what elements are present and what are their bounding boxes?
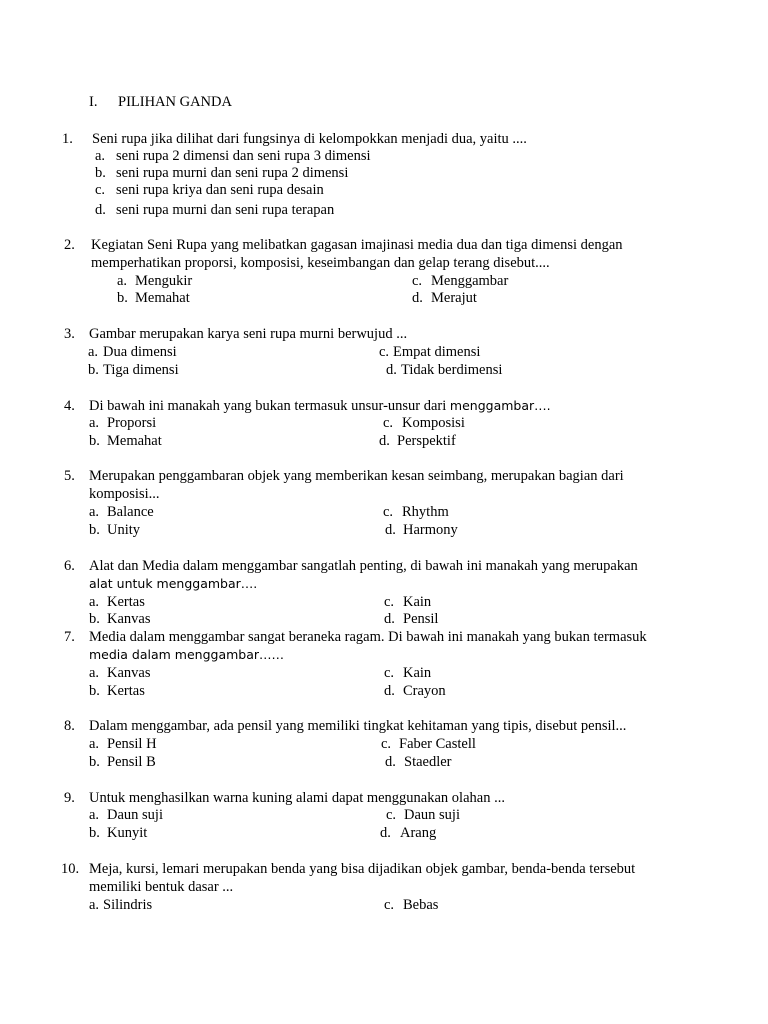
option-letter: a. xyxy=(89,594,100,610)
option-text: Kanvas xyxy=(107,665,151,681)
option-text: Kain xyxy=(403,665,432,681)
option-text: Daun suji xyxy=(107,807,163,823)
option-text: Memahat xyxy=(135,290,190,306)
question-number: 3. xyxy=(64,326,75,342)
question-text: komposisi... xyxy=(89,486,160,502)
option-text: Staedler xyxy=(404,754,452,770)
question-number: 2. xyxy=(64,237,75,253)
question-text: Untuk menghasilkan warna kuning alami dapat menggunakan olahan ... xyxy=(89,790,505,806)
option-text: Perspektif xyxy=(397,433,456,449)
option-letter: d. xyxy=(386,362,397,378)
question-text: Kegiatan Seni Rupa yang melibatkan gagasan imajinasi media dua dan tiga dimensi dengan xyxy=(91,237,623,253)
option-letter: d. xyxy=(385,754,396,770)
option-letter: b. xyxy=(89,825,100,841)
option-text: Bebas xyxy=(403,897,439,913)
option-letter: a. xyxy=(89,807,100,823)
option-text: Faber Castell xyxy=(399,736,476,752)
question-text-tail: menggambar…. xyxy=(449,398,551,413)
option-letter: d. xyxy=(384,683,395,699)
option-letter: b. xyxy=(89,522,100,538)
question-text: memperhatikan proporsi, komposisi, keseimbangan dan gelap terang disebut.... xyxy=(91,255,550,271)
option-letter: c. xyxy=(384,594,395,610)
option-text: Tiga dimensi xyxy=(103,362,179,378)
option-letter: d. xyxy=(380,825,391,841)
option-letter: b. xyxy=(89,754,100,770)
option-letter: d. xyxy=(384,611,395,627)
option-text: Rhythm xyxy=(402,504,449,520)
section-title: PILIHAN GANDA xyxy=(118,94,232,110)
option-letter: c. xyxy=(384,897,395,913)
option-letter: a. xyxy=(89,736,100,752)
question-text-tail: alat untuk menggambar…. xyxy=(89,576,258,591)
option-text: Proporsi xyxy=(107,415,157,431)
option-text: Empat dimensi xyxy=(393,344,481,360)
question-text-tail: media dalam menggambar…… xyxy=(89,647,285,662)
question-text: Gambar merupakan karya seni rupa murni berwujud ... xyxy=(89,326,408,342)
option-text: Daun suji xyxy=(404,807,460,823)
option-letter: b. xyxy=(89,611,100,627)
option-letter: d. xyxy=(95,202,106,218)
question-text: Di bawah ini manakah yang bukan termasuk unsur-unsur dari menggambar…. xyxy=(89,398,551,414)
option-text: Kunyit xyxy=(107,825,148,841)
option-text: Kanvas xyxy=(107,611,151,627)
option-text: Kertas xyxy=(107,683,145,699)
option-letter: c. xyxy=(386,807,397,823)
question-text: Dalam menggambar, ada pensil yang memiliki tingkat kehitaman yang tipis, disebut pensil... xyxy=(89,718,627,734)
option-text: seni rupa murni dan seni rupa 2 dimensi xyxy=(116,165,349,181)
option-text: Pensil B xyxy=(107,754,156,770)
option-text: Mengukir xyxy=(135,273,193,289)
option-text: Silindris xyxy=(103,897,153,913)
option-text: Crayon xyxy=(403,683,446,699)
question-number: 5. xyxy=(64,468,75,484)
option-letter: a. xyxy=(89,897,100,913)
question-text: Meja, kursi, lemari merupakan benda yang bisa dijadikan objek gambar, benda-benda tersebut xyxy=(89,861,636,877)
option-letter: d. xyxy=(385,522,396,538)
option-text: Merajut xyxy=(431,290,477,306)
option-text: Arang xyxy=(400,825,437,841)
option-letter: a. xyxy=(89,415,100,431)
option-text: Balance xyxy=(107,504,154,520)
option-letter: c. xyxy=(381,736,392,752)
question-number: 6. xyxy=(64,558,75,574)
option-text: seni rupa murni dan seni rupa terapan xyxy=(116,202,335,218)
option-text: Kain xyxy=(403,594,432,610)
option-letter: b. xyxy=(117,290,128,306)
question-text: Seni rupa jika dilihat dari fungsinya di kelompokkan menjadi dua, yaitu .... xyxy=(92,131,527,147)
option-letter: a. xyxy=(95,148,106,164)
option-text: Menggambar xyxy=(431,273,509,289)
option-letter: c. xyxy=(95,182,106,198)
option-letter: b. xyxy=(95,165,106,181)
option-letter: c. xyxy=(383,504,394,520)
option-letter: d. xyxy=(379,433,390,449)
option-letter: c. xyxy=(383,415,394,431)
option-letter: a. xyxy=(88,344,99,360)
option-text: Tidak berdimensi xyxy=(401,362,503,378)
question-text: memiliki bentuk dasar ... xyxy=(89,879,234,895)
question-number: 9. xyxy=(64,790,75,806)
option-letter: c. xyxy=(379,344,390,360)
question-text: Media dalam menggambar sangat beraneka ragam. Di bawah ini manakah yang bukan termasuk xyxy=(89,629,647,645)
section-numeral: I. xyxy=(89,94,98,110)
option-letter: d. xyxy=(412,290,423,306)
question-number: 7. xyxy=(64,629,75,645)
option-text: seni rupa kriya dan seni rupa desain xyxy=(116,182,324,198)
question-number: 8. xyxy=(64,718,75,734)
option-text: Memahat xyxy=(107,433,162,449)
option-letter: c. xyxy=(412,273,423,289)
option-text: Unity xyxy=(107,522,141,538)
option-letter: c. xyxy=(384,665,395,681)
option-text: Pensil H xyxy=(107,736,157,752)
question-text: Merupakan penggambaran objek yang memberikan kesan seimbang, merupakan bagian dari xyxy=(89,468,624,484)
question-text: Alat dan Media dalam menggambar sangatlah penting, di bawah ini manakah yang merupakan xyxy=(89,558,638,574)
option-letter: b. xyxy=(89,683,100,699)
option-text: Pensil xyxy=(403,611,439,627)
option-letter: a. xyxy=(89,665,100,681)
option-letter: a. xyxy=(89,504,100,520)
option-text: Kertas xyxy=(107,594,145,610)
question-number: 4. xyxy=(64,398,75,414)
option-text: Harmony xyxy=(403,522,458,538)
option-letter: a. xyxy=(117,273,128,289)
option-text: Dua dimensi xyxy=(103,344,177,360)
option-letter: b. xyxy=(88,362,99,378)
question-number: 10. xyxy=(61,861,80,877)
option-letter: b. xyxy=(89,433,100,449)
option-text: seni rupa 2 dimensi dan seni rupa 3 dimensi xyxy=(116,148,371,164)
question-number: 1. xyxy=(62,131,73,147)
option-text: Komposisi xyxy=(402,415,465,431)
